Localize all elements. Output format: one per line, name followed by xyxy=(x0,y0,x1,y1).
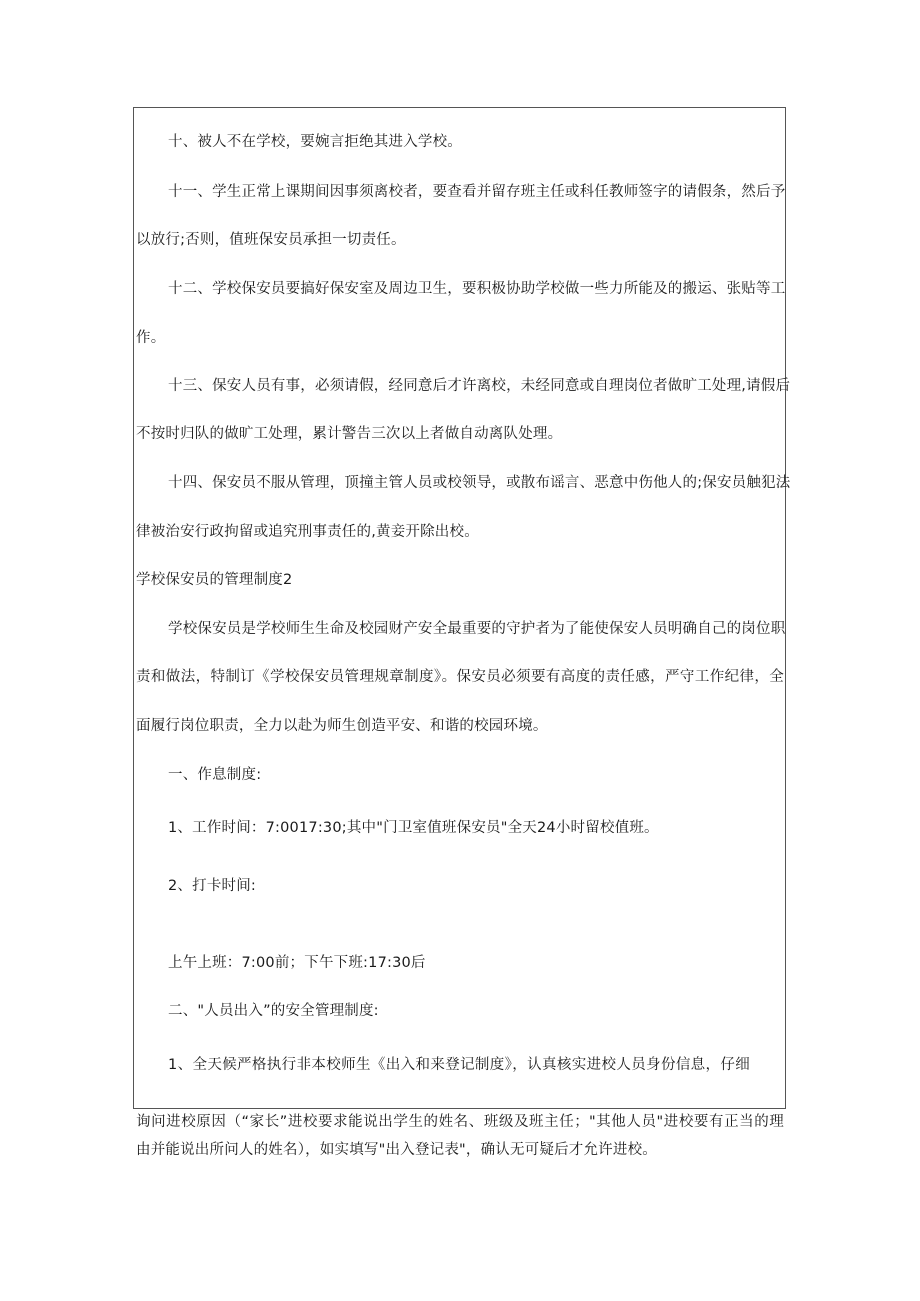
intro-line-3: 面履行岗位职责，全力以赴为师生创造平安、和谐的校园环境。 xyxy=(136,718,548,734)
access-item-1-line-1: 1、全天候严格执行非本校师生《出入和来登记制度》，认真核实进校人员身份信息，仔细 xyxy=(168,1057,750,1073)
item-12-line-2: 作。 xyxy=(136,330,166,346)
access-item-1-line-3: 由并能说出所问人的姓名），如实填写"出入登记表"，确认无可疑后才允许进校。 xyxy=(136,1142,657,1158)
intro-line-2: 责和做法，特制订《学校保安员管理规章制度》。保安员必须要有高度的责任感，严守工作纪律，全 xyxy=(136,669,784,685)
item-13-line-1: 十三、保安人员有事，必须请假，经同意后才许离校，未经同意或自理岗位者做旷工处理,请假后 xyxy=(168,378,791,394)
item-14-line-2: 律被治安行政拘留或追究刑事责任的,黄妾开除出校。 xyxy=(136,524,479,540)
rest-schedule-heading: 一、作息制度: xyxy=(168,767,262,783)
work-time: 1、工作时间：7:0017:30;其中"门卫室值班保安员"全天24小时留校值班。 xyxy=(168,820,659,836)
intro-line-1: 学校保安员是学校师生生命及校园财产安全最重要的守护者为了能使保安人员明确自己的岗位职 xyxy=(168,621,786,637)
item-11-line-1: 十一、学生正常上课期间因事须离校者，要查看并留存班主任或科任教师签字的请假条，然后予 xyxy=(168,184,786,200)
item-13-line-2: 不按时归队的做旷工处理，累计警告三次以上者做自动离队处理。 xyxy=(136,426,563,442)
item-14-line-1: 十四、保安员不服从管理，顶撞主管人员或校领导，或散布谣言、恶意中伤他人的;保安员触犯法 xyxy=(168,475,791,491)
item-10: 十、被人不在学校，要婉言拒绝其进入学校。 xyxy=(168,134,462,150)
item-12-line-1: 十二、学校保安员要搞好保安室及周边卫生，要积极协助学校做一些力所能及的搬运、张贴等工 xyxy=(168,281,786,297)
clock-in-detail: 上午上班：7:00前；下午下班:17:30后 xyxy=(168,955,426,971)
access-item-1-line-2: 询问进校原因（“家长”进校要求能说出学生的姓名、班级及班主任；"其他人员"进校要有正当的理 xyxy=(136,1114,784,1130)
clock-in-heading: 2、打卡时间: xyxy=(168,878,257,894)
item-11-line-2: 以放行;否则，值班保安员承担一切责任。 xyxy=(136,232,406,248)
access-heading: 二、"人员出入”的安全管理制度: xyxy=(168,1003,379,1019)
section-2-title: 学校保安员的管理制度2 xyxy=(136,572,293,588)
